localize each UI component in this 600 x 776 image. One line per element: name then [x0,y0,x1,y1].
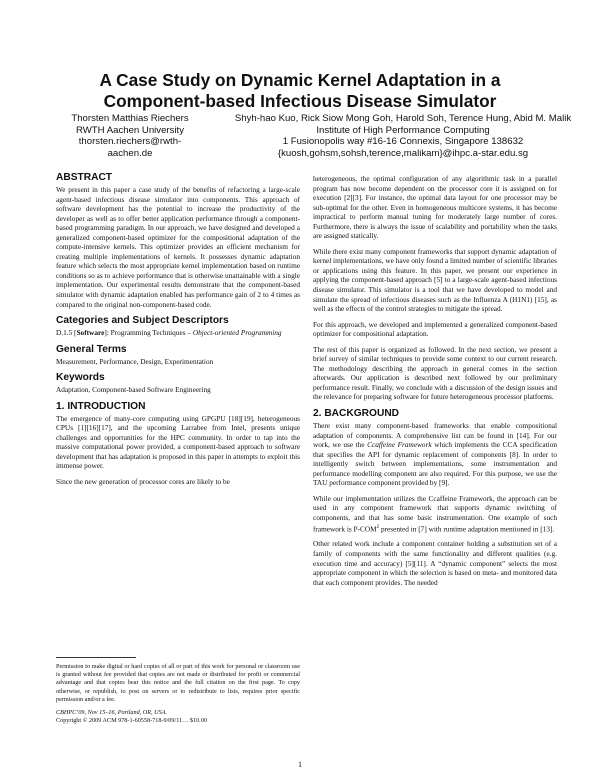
author-block-2 [218,113,588,159]
right-column [313,174,557,593]
paper-title [0,70,600,112]
categories-heading: Categories and Subject Descriptors [56,315,229,327]
author-affiliation: Institute of High Performance Computing [316,124,490,136]
introduction-section [56,401,300,487]
categories-text: D.1.5 [Software]: Programming Techniques – Object-oriented Programming [56,328,282,338]
introduction-heading: 1. INTRODUCTION [56,400,146,412]
keywords-text: Adaptation, Component-based Software Engineering [56,385,211,395]
introduction-paragraph-1: The emergence of many-core computing using GPGPU [18][19], heterogeneous CPUs [1][16][17], and the upcoming Larrabee from Intel, presents unique challenges and opportunities for the HPC community. In order to tap into the massive computational power provided, a component-based approach to software development that has adaptation is proposed in this paper in attempts to exploit this immense power. [56,413,300,471]
keywords-section [56,372,300,395]
background-paragraph-1: There exist many component-based frameworks that enable compositional adaptation of components. A comprehensive list can be found in [14]. For our work, we use the Ccaffeine Framework which implements the CCA specification that specifies the API for dynamic replacement of components [8]. In order to intelligently switch between implementations, some instrumentation and performance modelling component are also required. For this purpose, we use the TAU performance component provided by [9]. [313,421,557,488]
left-column [56,172,300,493]
permission-block [56,663,300,725]
page-number: 1 [298,760,302,769]
abstract-text: We present in this paper a case study of the benefits of refactoring a large-scale agent-based infectious disease simulator into components. This approach of software development has the potential to increase the productivity of the developer as well as to offer better application performance through a component-based programming paradigm. In our approach, we have designed and developed a generalized component-based optimizer for the compositional adaptation of the compute-intensive kernels. This optimizer provides an efficient mechanism for creating multiple implementations of kernels. It possesses dynamic adaptation feature which selects the most appropriate kernel implementation based on runtime conditions so as to achieve performance that is otherwise unattainable with a single implementation. Our experimental results demonstrate that the component-based simulator with dynamic adaptation enabled has performance gain of 2 to 4 times as compared to the original non-component-based code. [56,185,300,309]
introduction-paragraph-5: For this approach, we developed and implemented a generalized component-based optimizer for compositional adaptation. [313,319,557,339]
abstract-heading: ABSTRACT [56,172,113,183]
background-heading: 2. BACKGROUND [313,408,400,420]
abstract-section [56,172,300,309]
categories-section [56,315,300,338]
author-names: Shyh-hao Kuo, Rick Siow Mong Goh, Harold Soh, Terence Hung, Abid M. Malik [234,113,572,124]
background-paragraph-2: While our implementation utilizes the Ccaffeine Framework, the approach can be used in any component framework that supports dynamic switching of components, and that has some basic instrumentation. One example of such framework is P-COM$^2$ presented in [7] with runtime adaptation mentioned in [13]. [313,493,557,533]
keywords-heading: Keywords [56,372,105,384]
title-line-2: Component-based Infectious Disease Simulator [103,91,497,111]
author-block-1 [40,113,220,159]
general-terms-text: Measurement, Performance, Design, Experimentation [56,356,214,366]
author-address: 1 Fusionopolis way #16-16 Connexis, Singapore 138632 [282,136,524,147]
permission-text: Permission to make digital or hard copies of all or part of this work for personal or classroom use is granted without fee provided that copies are not made or distributed for profit or commercial advantage and that copies bear this notice and the full citation on the first page. To copy otherwise, or republish, to post on servers or to redistribute to lists, requires prior specific permission and/or a fee. [56,663,300,703]
copyright-notice: Copyright © 2009 ACM 978-1-60558-718-9/09/11… $10.00 [56,717,207,725]
author-email: {kuosh,gohsm,sohsh,terence,malikam}@ihpc.a-star.edu.sg [277,147,529,159]
introduction-paragraph-4: While there exist many component frameworks that support dynamic adaptation of kernel implementations, we have only found a limited number of scientific libraries or applications using this feature. In this paper, we present our experience in applying the component-based approach [5] to a large-scale agent-based infectious disease simulator. This simulator is a tool that we have developed to model and simulate the spread of infectious diseases such as the Influenza A (H1N1) [15], as well as the effects of the control strategies to mitigate the spread. [313,246,557,314]
introduction-paragraph-2: Since the new generation of processor cores are likely to be [56,477,230,487]
introduction-paragraph-6: The rest of this paper is organized as followed. In the next section, we present a brief survey of similar techniques to provide some context to our current research. The methodology describing the approach in general comes in the section afterwards. Our application is described next followed by our preliminary performance result. Finally, we conclude with a discussion of the design issues and the relevance for preparing software for future heterogeneous processor platforms. [313,344,557,402]
footnote-divider [56,657,136,658]
author-email-line-2: aachen.de [107,147,153,159]
background-paragraph-3: Other related work include a component container holding a substitution set of a family of components with the same functionality and different qualities (e.g. execution time and accuracy) [5][11]. A “dynamic component” selects the most appropriate component in which the selection is based on meta- and monitored data that each component provides. The needed [313,539,557,587]
introduction-paragraph-3: heterogeneous, the optimal configuration of any algorithmic task in a parallel program has now become dependent on the processor core it is assigned on for execution [2][3]. For instance, the optimal data layout for one processor may be sub-optimal for the other. Even in homogeneous multicore systems, it has become impractical to perform manual tuning for moderately large number of cores. Furthermore, there is always the issue of scalability and portability when the tasks are assigned statically. [313,174,557,241]
title-line-1: A Case Study on Dynamic Kernel Adaptation in a [99,70,501,90]
background-section [313,408,557,587]
author-name: Thorsten Matthias Riechers [71,113,189,124]
general-terms-section [56,344,300,367]
conference-info: CBHPC’09, Nov 15–16, Portland, OR, USA. [56,709,168,717]
general-terms-heading: General Terms [56,343,127,355]
author-affiliation: RWTH Aachen University [75,124,185,136]
author-email-line-1: thorsten.riechers@rwth- [78,136,182,147]
